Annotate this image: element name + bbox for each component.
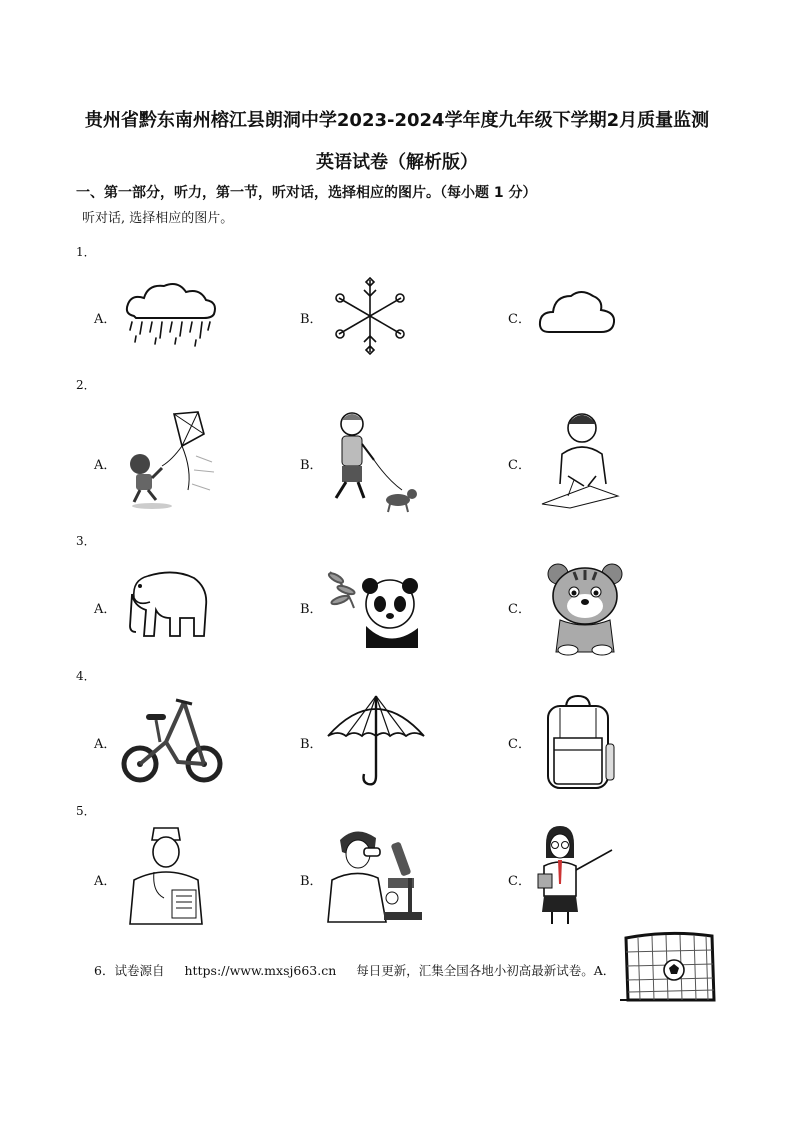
soccer-goal-icon — [618, 930, 718, 1004]
elephant-icon — [124, 566, 210, 642]
backpack-icon — [540, 694, 618, 792]
umbrella-icon — [326, 692, 426, 788]
question-number: 3． — [76, 534, 96, 548]
option-letter: B． — [300, 874, 323, 889]
boy-flying-kite-icon — [122, 410, 220, 510]
option-letter: C． — [508, 312, 531, 327]
option-letter: B． — [300, 312, 323, 327]
section-heading: 一、第一部分，听力，第一节，听对话，选择相应的图片。（每小题 1 分） — [76, 185, 537, 201]
option-letter: B． — [300, 737, 323, 752]
page-subtitle: 英语试卷（解析版） — [316, 152, 478, 173]
question-number: 5． — [76, 804, 96, 818]
panda-icon — [326, 566, 426, 650]
cloud-icon — [537, 286, 617, 336]
option-letter: A． — [94, 602, 117, 617]
option-letter: B． — [300, 602, 323, 617]
snowflake-icon — [334, 276, 406, 356]
bicycle-icon — [120, 696, 224, 784]
option-letter: C． — [508, 737, 531, 752]
source-prefix: 6．试卷源自 — [94, 963, 165, 978]
option-letter: A． — [94, 312, 117, 327]
nurse-icon — [126, 826, 206, 926]
question-number: 1． — [76, 245, 96, 259]
option-letter: B． — [300, 458, 323, 473]
boy-writing-icon — [540, 410, 620, 510]
instruction-text: 听对话, 选择相应的图片。 — [82, 211, 234, 226]
option-letter: C． — [508, 458, 531, 473]
question-number: 2． — [76, 378, 96, 392]
source-url[interactable]: https://www.mxsj663.cn — [184, 963, 337, 978]
option-letter: A． — [94, 737, 117, 752]
source-suffix: 每日更新，汇集全国各地小初高最新试卷。A． — [356, 963, 616, 978]
tiger-icon — [544, 560, 626, 656]
rain-cloud-icon — [122, 278, 220, 348]
scientist-icon — [326, 826, 426, 924]
option-letter: C． — [508, 874, 531, 889]
page-title: 贵州省黔东南州榕江县朗洞中学2023-2024学年度九年级下学期2月质量监测 — [84, 110, 710, 131]
option-letter: C． — [508, 602, 531, 617]
question-number: 4． — [76, 669, 96, 683]
boy-walking-dog-icon — [326, 410, 422, 514]
teacher-icon — [536, 824, 616, 928]
option-letter: A． — [94, 874, 117, 889]
source-line — [94, 961, 631, 979]
option-letter: A． — [94, 458, 117, 473]
